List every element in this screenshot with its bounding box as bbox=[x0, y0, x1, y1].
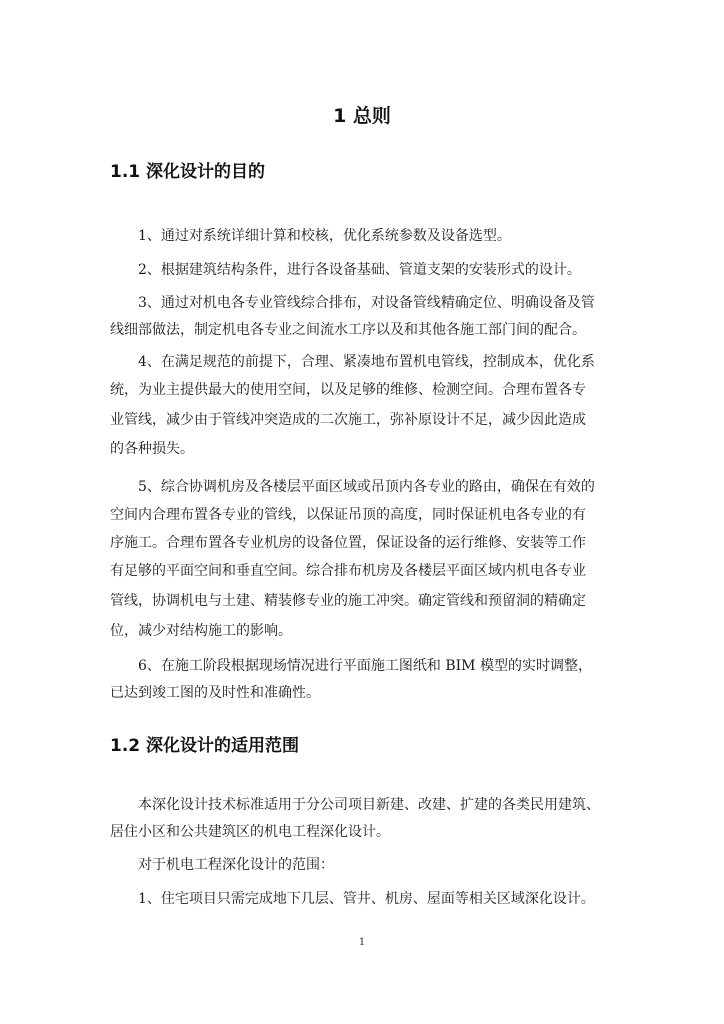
paragraph-line: 1、住宅项目只需完成地下几层、管井、机房、屋面等相关区域深化设计。 bbox=[138, 891, 595, 907]
paragraph-line: 对于机电工程深化设计的范围： bbox=[138, 857, 334, 873]
paragraph-line: 的各种损失。 bbox=[110, 441, 194, 457]
chapter-title: 1 总则 bbox=[333, 105, 391, 127]
paragraph-line: 管线，协调机电与土建、精装修专业的施工冲突。确定管线和预留洞的精确定 bbox=[110, 593, 586, 609]
paragraph-line: 空间内合理布置各专业的管线，以保证吊顶的高度，同时保证机电各专业的有 bbox=[110, 507, 586, 523]
paragraph-line: 居住小区和公共建筑区的机电工程深化设计。 bbox=[110, 824, 390, 840]
paragraph-line: 序施工。合理布置各专业机房的设备位置，保证设备的运行维修、安装等工作 bbox=[110, 535, 586, 551]
section-heading-1-1: 1.1 深化设计的目的 bbox=[110, 162, 266, 182]
paragraph-line: 业管线，减少由于管线冲突造成的二次施工，弥补原设计不足，减少因此造成 bbox=[110, 412, 586, 428]
paragraph-line: 有足够的平面空间和垂直空间。综合排布机房及各楼层平面区域内机电各专业 bbox=[110, 563, 586, 579]
paragraph-line: 2、根据建筑结构条件，进行各设备基础、管道支架的安装形式的设计。 bbox=[138, 262, 581, 278]
paragraph-line: 本深化设计技术标准适用于分公司项目新建、改建、扩建的各类民用建筑、 bbox=[138, 797, 600, 813]
paragraph-line: 统，为业主提供最大的使用空间，以及足够的维修、检测空间。合理布置各专 bbox=[110, 382, 586, 398]
paragraph-line: 6、在施工阶段根据现场情况进行平面施工图纸和 BIM 模型的实时调整， bbox=[138, 658, 592, 674]
paragraph-line: 3、通过对机电各专业管线综合排布，对设备管线精确定位、明确设备及管 bbox=[138, 295, 595, 311]
paragraph-line: 位，减少对结构施工的影响。 bbox=[110, 623, 292, 639]
paragraph-line: 线细部做法，制定机电各专业之间流水工序以及和其他各施工部门间的配合。 bbox=[110, 322, 586, 338]
section-heading-1-2: 1.2 深化设计的适用范围 bbox=[110, 736, 300, 756]
paragraph-line: 已达到竣工图的及时性和准确性。 bbox=[110, 685, 320, 701]
paragraph-line: 1、通过对系统详细计算和校核，优化系统参数及设备选型。 bbox=[138, 228, 511, 244]
page-number: 1 bbox=[358, 937, 366, 948]
paragraph-line: 4、在满足规范的前提下，合理、紧凑地布置机电管线，控制成本，优化系 bbox=[138, 354, 595, 370]
paragraph-line: 5、综合协调机房及各楼层平面区域或吊顶内各专业的路由，确保在有效的 bbox=[138, 479, 595, 495]
